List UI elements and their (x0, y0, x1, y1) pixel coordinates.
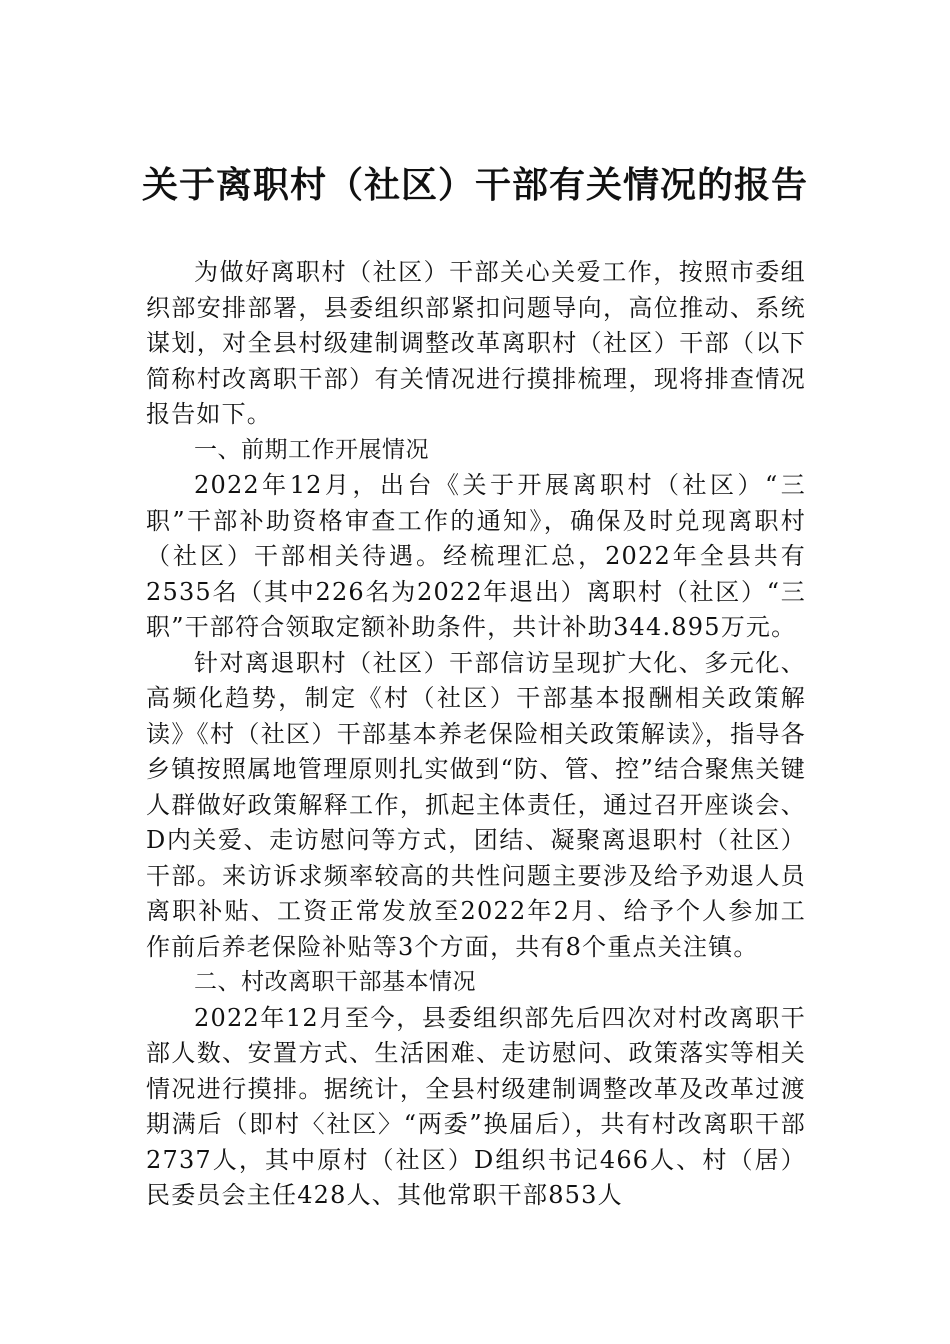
body-paragraph: 针对离退职村（社区）干部信访呈现扩大化、多元化、高频化趋势，制定《村（社区）干部基本报酬相关政策解读》《村（社区）干部基本养老保险相关政策解读》，指导各乡镇按照属地管理原则扎实做到“防、管、控”结合聚焦关键人群做好政策解释工作，抓起主体责任，通过召开座谈会、D内关爱、走访慰问等方式，团结、凝聚离退职村（社区）干部。来访诉求频率较高的共性问题主要涉及给予劝退人员离职补贴、工资正常发放至2022年2月、给予个人参加工作前后养老保险补贴等3个方面，共有8个重点关注镇。 (146, 648, 806, 961)
section-heading-2: 二、村改离职干部基本情况 (194, 969, 476, 995)
document-title: 关于离职村（社区）干部有关情况的报告 (141, 165, 808, 206)
body-paragraph: 2022年12月，出台《关于开展离职村（社区）“三职”干部补助资格审查工作的通知》，确保及时兑现离职村（社区）干部相关待遇。经梳理汇总，2022年全县共有2535名（其中226名为2022年退出）离职村（社区）“三职”干部符合领取定额补助条件，共计补助344.895万元。 (146, 471, 806, 641)
intro-paragraph: 为做好离职村（社区）干部关心关爱工作，按照市委组织部安排部署，县委组织部紧扣问题导向，高位推动、系统谋划，对全县村级建制调整改革离职村（社区）干部（以下简称村改离职干部）有关情况进行摸排梳理，现将排查情况报告如下。 (146, 258, 806, 428)
body-paragraph: 2022年12月至今，县委组织部先后四次对村改离职干部人数、安置方式、生活困难、走访慰问、政策落实等相关情况进行摸排。据统计，全县村级建制调整改革及改革过渡期满后（即村〈社区〉“两委”换届后），共有村改离职干部2737人，其中原村（社区）D组织书记466人、村（居）民委员会主任428人、其他常职干部853人 (146, 1003, 806, 1209)
document-body (146, 255, 806, 1214)
section-heading-1: 一、前期工作开展情况 (194, 436, 429, 463)
